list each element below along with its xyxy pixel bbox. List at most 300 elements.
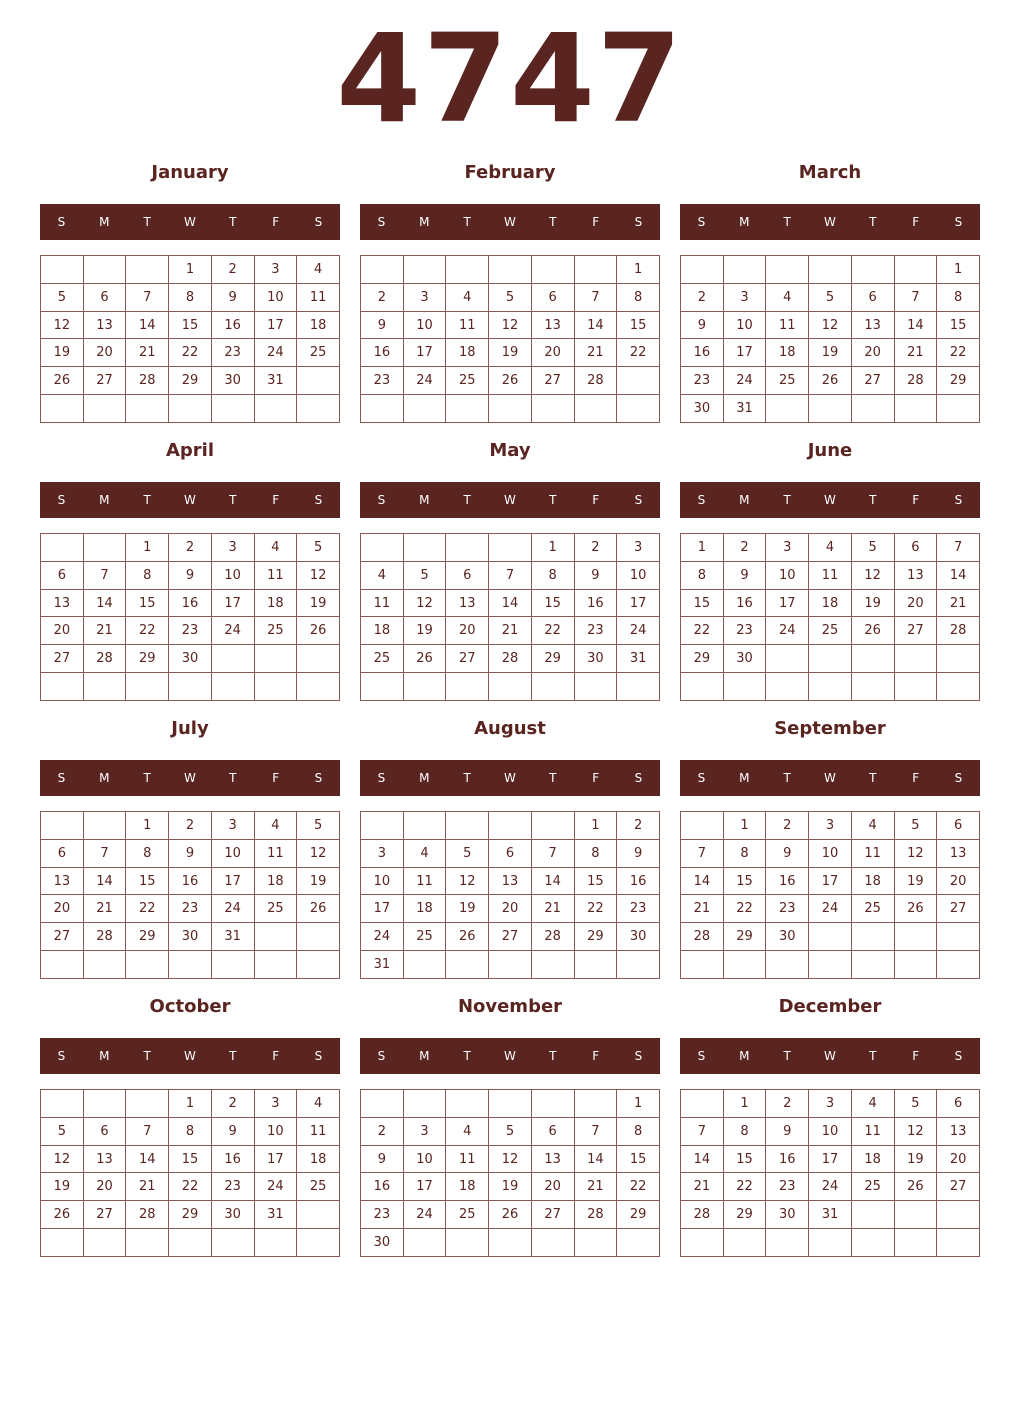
day-cell: 10 bbox=[809, 1117, 852, 1145]
day-cell: 13 bbox=[531, 1145, 574, 1173]
day-cell: 17 bbox=[211, 589, 254, 617]
day-cell: 20 bbox=[937, 1145, 980, 1173]
weekday-label: M bbox=[419, 493, 430, 507]
day-cell: 3 bbox=[766, 534, 809, 562]
day-cell: 30 bbox=[766, 923, 809, 951]
day-cell: 22 bbox=[617, 339, 660, 367]
week-row bbox=[41, 311, 340, 339]
week-row bbox=[41, 923, 340, 951]
empty-day-cell bbox=[894, 1201, 937, 1229]
empty-day-cell bbox=[446, 256, 489, 284]
week-row bbox=[361, 1117, 660, 1145]
day-cell: 12 bbox=[297, 561, 340, 589]
empty-day-cell bbox=[83, 673, 126, 701]
day-cell: 8 bbox=[126, 839, 169, 867]
day-grid bbox=[360, 1089, 660, 1257]
weekday-label: F bbox=[272, 215, 280, 229]
weekday-label: F bbox=[592, 493, 600, 507]
day-cell: 20 bbox=[41, 895, 84, 923]
day-cell: 4 bbox=[809, 534, 852, 562]
weekday-label: T bbox=[463, 493, 471, 507]
day-cell: 18 bbox=[809, 589, 852, 617]
day-cell: 22 bbox=[126, 895, 169, 923]
empty-day-cell bbox=[446, 534, 489, 562]
empty-day-cell bbox=[41, 395, 84, 423]
day-cell: 5 bbox=[809, 283, 852, 311]
day-cell: 24 bbox=[211, 617, 254, 645]
day-cell: 11 bbox=[403, 867, 446, 895]
day-cell: 13 bbox=[83, 1145, 126, 1173]
day-cell: 19 bbox=[41, 339, 84, 367]
day-cell: 22 bbox=[169, 1173, 212, 1201]
weekday-label: S bbox=[57, 215, 66, 229]
empty-day-cell bbox=[489, 395, 532, 423]
day-cell: 12 bbox=[41, 1145, 84, 1173]
day-cell: 17 bbox=[809, 1145, 852, 1173]
day-cell: 28 bbox=[531, 923, 574, 951]
day-cell: 8 bbox=[723, 1117, 766, 1145]
week-row bbox=[41, 1173, 340, 1201]
day-cell: 27 bbox=[531, 1201, 574, 1229]
day-cell: 9 bbox=[766, 839, 809, 867]
empty-day-cell bbox=[446, 395, 489, 423]
day-grid bbox=[360, 255, 660, 423]
empty-day-cell bbox=[126, 673, 169, 701]
day-cell: 15 bbox=[169, 1145, 212, 1173]
weekday-header bbox=[680, 760, 980, 796]
empty-day-cell bbox=[361, 256, 404, 284]
day-cell: 26 bbox=[894, 895, 937, 923]
empty-day-cell bbox=[83, 951, 126, 979]
day-cell: 15 bbox=[169, 311, 212, 339]
day-cell: 31 bbox=[723, 395, 766, 423]
day-cell: 17 bbox=[809, 867, 852, 895]
day-cell: 25 bbox=[297, 339, 340, 367]
month-name: December bbox=[778, 996, 882, 1017]
week-row bbox=[41, 617, 340, 645]
empty-day-cell bbox=[83, 395, 126, 423]
week-row bbox=[681, 283, 980, 311]
week-row bbox=[361, 311, 660, 339]
empty-day-cell bbox=[894, 951, 937, 979]
day-cell: 17 bbox=[254, 1145, 297, 1173]
day-cell: 5 bbox=[894, 1090, 937, 1118]
day-cell: 20 bbox=[937, 867, 980, 895]
day-cell: 8 bbox=[574, 839, 617, 867]
day-cell: 17 bbox=[617, 589, 660, 617]
day-cell: 3 bbox=[361, 839, 404, 867]
day-cell: 29 bbox=[531, 645, 574, 673]
day-cell: 23 bbox=[211, 339, 254, 367]
day-grid bbox=[680, 533, 980, 701]
week-row bbox=[361, 1145, 660, 1173]
empty-day-cell bbox=[169, 1229, 212, 1257]
week-row bbox=[361, 673, 660, 701]
empty-day-cell bbox=[41, 256, 84, 284]
day-cell: 21 bbox=[83, 895, 126, 923]
empty-day-cell bbox=[361, 534, 404, 562]
empty-day-cell bbox=[531, 1229, 574, 1257]
day-cell: 26 bbox=[446, 923, 489, 951]
weekday-label: F bbox=[912, 215, 920, 229]
day-cell: 1 bbox=[937, 256, 980, 284]
day-cell: 29 bbox=[617, 1201, 660, 1229]
day-cell: 28 bbox=[126, 367, 169, 395]
day-cell: 23 bbox=[617, 895, 660, 923]
day-cell: 22 bbox=[531, 617, 574, 645]
week-row bbox=[681, 339, 980, 367]
day-cell: 4 bbox=[254, 812, 297, 840]
month-name: March bbox=[798, 162, 862, 183]
empty-day-cell bbox=[361, 812, 404, 840]
day-cell: 5 bbox=[41, 283, 84, 311]
day-cell: 22 bbox=[723, 895, 766, 923]
weekday-label: T bbox=[229, 771, 237, 785]
day-grid bbox=[680, 811, 980, 979]
day-cell: 30 bbox=[211, 367, 254, 395]
empty-day-cell bbox=[531, 812, 574, 840]
day-cell: 14 bbox=[894, 311, 937, 339]
weekday-label: F bbox=[912, 771, 920, 785]
week-row bbox=[681, 561, 980, 589]
day-cell: 30 bbox=[169, 645, 212, 673]
weekday-label: S bbox=[377, 215, 386, 229]
empty-day-cell bbox=[851, 645, 894, 673]
empty-day-cell bbox=[766, 673, 809, 701]
weekday-label: W bbox=[504, 215, 516, 229]
empty-day-cell bbox=[254, 951, 297, 979]
weekday-label: T bbox=[783, 215, 791, 229]
weekday-label: M bbox=[419, 771, 430, 785]
day-cell: 3 bbox=[254, 256, 297, 284]
day-cell: 15 bbox=[617, 1145, 660, 1173]
day-cell: 16 bbox=[766, 1145, 809, 1173]
day-cell: 22 bbox=[574, 895, 617, 923]
week-row bbox=[41, 895, 340, 923]
weekday-label: W bbox=[824, 1049, 836, 1063]
empty-day-cell bbox=[617, 395, 660, 423]
day-cell: 12 bbox=[297, 839, 340, 867]
empty-day-cell bbox=[489, 951, 532, 979]
day-cell: 9 bbox=[169, 839, 212, 867]
empty-day-cell bbox=[937, 645, 980, 673]
week-row bbox=[681, 256, 980, 284]
weekday-label: S bbox=[697, 1049, 706, 1063]
weekday-label: S bbox=[954, 1049, 963, 1063]
day-cell: 28 bbox=[681, 1201, 724, 1229]
week-row bbox=[681, 895, 980, 923]
empty-day-cell bbox=[531, 673, 574, 701]
week-row bbox=[681, 617, 980, 645]
day-cell: 14 bbox=[937, 561, 980, 589]
week-row bbox=[41, 256, 340, 284]
weekday-label: S bbox=[954, 771, 963, 785]
empty-day-cell bbox=[297, 673, 340, 701]
month-name: April bbox=[165, 440, 215, 461]
week-row bbox=[361, 1173, 660, 1201]
day-cell: 9 bbox=[617, 839, 660, 867]
day-cell: 19 bbox=[297, 867, 340, 895]
week-row bbox=[41, 1229, 340, 1257]
week-row bbox=[681, 1201, 980, 1229]
empty-day-cell bbox=[489, 1090, 532, 1118]
day-cell: 21 bbox=[681, 895, 724, 923]
day-grid bbox=[40, 255, 340, 423]
day-cell: 25 bbox=[254, 617, 297, 645]
day-cell: 27 bbox=[937, 1173, 980, 1201]
day-cell: 2 bbox=[766, 812, 809, 840]
week-row bbox=[41, 367, 340, 395]
empty-day-cell bbox=[937, 1201, 980, 1229]
day-cell: 2 bbox=[211, 256, 254, 284]
month-name: January bbox=[151, 162, 229, 183]
week-row bbox=[681, 867, 980, 895]
day-cell: 18 bbox=[851, 867, 894, 895]
week-row bbox=[681, 923, 980, 951]
day-cell: 22 bbox=[126, 617, 169, 645]
weekday-label: T bbox=[549, 1049, 557, 1063]
day-cell: 26 bbox=[41, 1201, 84, 1229]
empty-day-cell bbox=[723, 673, 766, 701]
day-cell: 1 bbox=[126, 812, 169, 840]
day-cell: 27 bbox=[41, 923, 84, 951]
day-cell: 10 bbox=[254, 283, 297, 311]
day-cell: 12 bbox=[446, 867, 489, 895]
week-row bbox=[361, 1229, 660, 1257]
empty-day-cell bbox=[809, 923, 852, 951]
day-cell: 18 bbox=[297, 311, 340, 339]
day-cell: 6 bbox=[937, 812, 980, 840]
day-cell: 7 bbox=[126, 1117, 169, 1145]
day-cell: 7 bbox=[83, 839, 126, 867]
empty-day-cell bbox=[403, 951, 446, 979]
day-cell: 6 bbox=[531, 283, 574, 311]
day-cell: 11 bbox=[446, 311, 489, 339]
day-cell: 5 bbox=[297, 812, 340, 840]
day-cell: 18 bbox=[446, 339, 489, 367]
day-cell: 21 bbox=[126, 339, 169, 367]
empty-day-cell bbox=[809, 645, 852, 673]
day-cell: 23 bbox=[361, 1201, 404, 1229]
empty-day-cell bbox=[254, 923, 297, 951]
week-row bbox=[41, 867, 340, 895]
week-row bbox=[681, 951, 980, 979]
empty-day-cell bbox=[126, 1090, 169, 1118]
day-cell: 30 bbox=[574, 645, 617, 673]
day-cell: 23 bbox=[361, 367, 404, 395]
day-cell: 11 bbox=[254, 839, 297, 867]
day-cell: 7 bbox=[126, 283, 169, 311]
day-cell: 28 bbox=[894, 367, 937, 395]
day-cell: 2 bbox=[617, 812, 660, 840]
day-cell: 12 bbox=[489, 1145, 532, 1173]
weekday-label: M bbox=[99, 1049, 110, 1063]
day-cell: 30 bbox=[169, 923, 212, 951]
day-cell: 9 bbox=[211, 283, 254, 311]
weekday-label: T bbox=[549, 771, 557, 785]
day-cell: 14 bbox=[126, 1145, 169, 1173]
empty-day-cell bbox=[894, 256, 937, 284]
day-cell: 10 bbox=[723, 311, 766, 339]
weekday-label: W bbox=[504, 493, 516, 507]
week-row bbox=[361, 589, 660, 617]
day-cell: 17 bbox=[403, 1173, 446, 1201]
day-cell: 29 bbox=[126, 645, 169, 673]
week-row bbox=[41, 812, 340, 840]
empty-day-cell bbox=[126, 951, 169, 979]
day-cell: 29 bbox=[126, 923, 169, 951]
week-row bbox=[361, 256, 660, 284]
empty-day-cell bbox=[254, 395, 297, 423]
empty-day-cell bbox=[83, 256, 126, 284]
weekday-label: T bbox=[549, 215, 557, 229]
day-cell: 12 bbox=[41, 311, 84, 339]
empty-day-cell bbox=[851, 395, 894, 423]
empty-day-cell bbox=[617, 1229, 660, 1257]
day-cell: 23 bbox=[681, 367, 724, 395]
day-cell: 23 bbox=[169, 895, 212, 923]
day-cell: 17 bbox=[766, 589, 809, 617]
day-cell: 29 bbox=[723, 923, 766, 951]
weekday-label: M bbox=[419, 215, 430, 229]
empty-day-cell bbox=[169, 673, 212, 701]
day-cell: 10 bbox=[254, 1117, 297, 1145]
empty-day-cell bbox=[83, 534, 126, 562]
day-cell: 6 bbox=[937, 1090, 980, 1118]
weekday-label: S bbox=[377, 1049, 386, 1063]
month-name: September bbox=[774, 718, 886, 739]
day-cell: 14 bbox=[681, 1145, 724, 1173]
day-cell: 20 bbox=[531, 339, 574, 367]
day-cell: 27 bbox=[531, 367, 574, 395]
weekday-label: T bbox=[229, 215, 237, 229]
day-cell: 22 bbox=[681, 617, 724, 645]
day-cell: 27 bbox=[446, 645, 489, 673]
day-cell: 23 bbox=[723, 617, 766, 645]
weekday-label: M bbox=[99, 215, 110, 229]
day-cell: 21 bbox=[489, 617, 532, 645]
empty-day-cell bbox=[851, 256, 894, 284]
day-cell: 6 bbox=[41, 839, 84, 867]
empty-day-cell bbox=[41, 812, 84, 840]
weekday-label: T bbox=[143, 215, 151, 229]
weekday-label: S bbox=[377, 493, 386, 507]
weekday-label: F bbox=[592, 771, 600, 785]
day-cell: 2 bbox=[361, 283, 404, 311]
day-cell: 19 bbox=[894, 1145, 937, 1173]
week-row bbox=[41, 839, 340, 867]
day-cell: 21 bbox=[937, 589, 980, 617]
weekday-label: S bbox=[57, 493, 66, 507]
day-cell: 2 bbox=[574, 534, 617, 562]
empty-day-cell bbox=[403, 1090, 446, 1118]
weekday-label: M bbox=[739, 215, 750, 229]
month-name: June bbox=[807, 440, 853, 461]
day-grid bbox=[40, 811, 340, 979]
day-cell: 21 bbox=[681, 1173, 724, 1201]
day-cell: 1 bbox=[617, 256, 660, 284]
weekday-label: S bbox=[634, 215, 643, 229]
empty-day-cell bbox=[361, 1090, 404, 1118]
empty-day-cell bbox=[574, 395, 617, 423]
weekday-header bbox=[360, 204, 660, 240]
week-row bbox=[41, 645, 340, 673]
week-row bbox=[41, 534, 340, 562]
empty-day-cell bbox=[937, 1229, 980, 1257]
empty-day-cell bbox=[41, 1229, 84, 1257]
empty-day-cell bbox=[531, 951, 574, 979]
day-cell: 16 bbox=[211, 311, 254, 339]
day-cell: 22 bbox=[937, 339, 980, 367]
weekday-label: W bbox=[824, 215, 836, 229]
empty-day-cell bbox=[766, 395, 809, 423]
weekday-label: T bbox=[869, 493, 877, 507]
empty-day-cell bbox=[574, 256, 617, 284]
day-cell: 8 bbox=[681, 561, 724, 589]
day-cell: 21 bbox=[83, 617, 126, 645]
day-grid bbox=[680, 1089, 980, 1257]
day-cell: 29 bbox=[169, 367, 212, 395]
day-cell: 13 bbox=[83, 311, 126, 339]
weekday-label: T bbox=[229, 493, 237, 507]
empty-day-cell bbox=[297, 367, 340, 395]
day-cell: 15 bbox=[937, 311, 980, 339]
day-cell: 27 bbox=[851, 367, 894, 395]
week-row bbox=[361, 812, 660, 840]
day-cell: 5 bbox=[894, 812, 937, 840]
week-row bbox=[361, 1201, 660, 1229]
weekday-label: S bbox=[954, 215, 963, 229]
day-cell: 19 bbox=[41, 1173, 84, 1201]
empty-day-cell bbox=[851, 1201, 894, 1229]
day-grid bbox=[680, 255, 980, 423]
empty-day-cell bbox=[574, 1229, 617, 1257]
day-grid bbox=[360, 533, 660, 701]
empty-day-cell bbox=[211, 951, 254, 979]
day-cell: 23 bbox=[766, 1173, 809, 1201]
day-cell: 31 bbox=[254, 367, 297, 395]
day-cell: 15 bbox=[723, 867, 766, 895]
day-cell: 4 bbox=[403, 839, 446, 867]
week-row bbox=[41, 561, 340, 589]
empty-day-cell bbox=[403, 534, 446, 562]
empty-day-cell bbox=[403, 395, 446, 423]
day-cell: 14 bbox=[531, 867, 574, 895]
empty-day-cell bbox=[809, 256, 852, 284]
week-row bbox=[41, 395, 340, 423]
day-cell: 15 bbox=[574, 867, 617, 895]
day-cell: 27 bbox=[41, 645, 84, 673]
day-cell: 31 bbox=[254, 1201, 297, 1229]
day-cell: 1 bbox=[126, 534, 169, 562]
day-cell: 16 bbox=[723, 589, 766, 617]
weekday-label: S bbox=[634, 771, 643, 785]
day-cell: 31 bbox=[211, 923, 254, 951]
empty-day-cell bbox=[681, 256, 724, 284]
day-cell: 9 bbox=[723, 561, 766, 589]
weekday-label: S bbox=[57, 1049, 66, 1063]
day-cell: 12 bbox=[894, 1117, 937, 1145]
day-cell: 6 bbox=[83, 1117, 126, 1145]
day-cell: 26 bbox=[297, 617, 340, 645]
day-cell: 31 bbox=[617, 645, 660, 673]
week-row bbox=[361, 895, 660, 923]
day-cell: 5 bbox=[41, 1117, 84, 1145]
weekday-label: S bbox=[954, 493, 963, 507]
empty-day-cell bbox=[894, 395, 937, 423]
empty-day-cell bbox=[937, 673, 980, 701]
day-cell: 2 bbox=[681, 283, 724, 311]
